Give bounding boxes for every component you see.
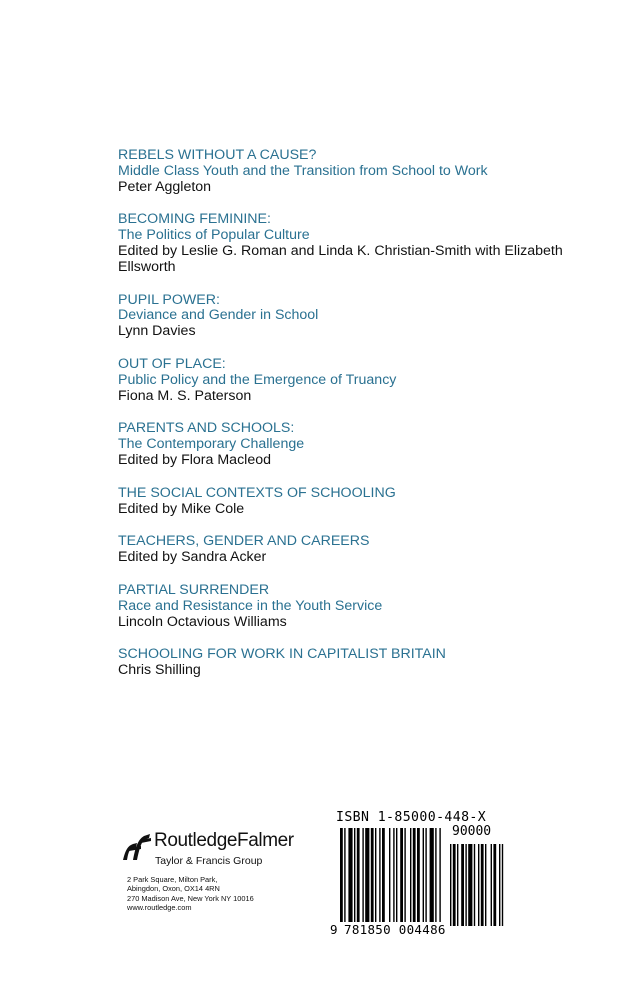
book-authors: Fiona M. S. Paterson bbox=[118, 387, 252, 404]
publisher-block bbox=[117, 826, 317, 936]
book-authors: Lincoln Octavious Williams bbox=[118, 613, 287, 630]
ean-lead-digit: 9 bbox=[330, 922, 338, 937]
book-entry bbox=[118, 486, 598, 518]
isbn-number: ISBN 1-85000-448-X bbox=[336, 810, 487, 825]
series-book-list bbox=[118, 148, 598, 696]
book-entry bbox=[118, 148, 598, 195]
book-authors: Edited by Sandra Acker bbox=[118, 549, 267, 566]
book-entry bbox=[118, 647, 598, 679]
address-line: 270 Madison Ave, New York NY 10016 bbox=[127, 893, 254, 903]
book-title: THE SOCIAL CONTEXTS OF SCHOOLING bbox=[118, 484, 396, 501]
barcode-image bbox=[330, 826, 510, 930]
publisher-group: Taylor & Francis Group bbox=[155, 855, 263, 867]
book-entry bbox=[118, 534, 598, 566]
book-title: OUT OF PLACE: bbox=[118, 355, 226, 372]
book-entry bbox=[118, 293, 598, 340]
book-subtitle: The Politics of Popular Culture bbox=[118, 227, 310, 244]
book-title: PARENTS AND SCHOOLS: bbox=[118, 420, 295, 437]
book-title: TEACHERS, GENDER AND CAREERS bbox=[118, 533, 370, 550]
book-entry bbox=[118, 421, 598, 468]
address-line: Abingdon, Oxon, OX14 4RN bbox=[127, 884, 220, 894]
book-title: PUPIL POWER: bbox=[118, 291, 220, 308]
book-authors: Chris Shilling bbox=[118, 662, 201, 679]
isbn-barcode-block bbox=[330, 810, 510, 940]
book-subtitle: Public Policy and the Emergence of Truancy bbox=[118, 371, 397, 388]
book-entry bbox=[118, 212, 598, 275]
book-title: REBELS WITHOUT A CAUSE? bbox=[118, 147, 317, 163]
book-entry bbox=[118, 583, 598, 630]
publisher-address bbox=[127, 875, 254, 912]
book-title: BECOMING FEMININE: bbox=[118, 211, 271, 228]
routledge-logo-icon bbox=[117, 826, 157, 866]
book-authors: Lynn Davies bbox=[118, 323, 196, 340]
book-subtitle: The Contemporary Challenge bbox=[118, 436, 305, 453]
book-title: PARTIAL SURRENDER bbox=[118, 581, 270, 598]
book-title: SCHOOLING FOR WORK IN CAPITALIST BRITAIN bbox=[118, 646, 446, 663]
ean-main-digits: 781850 004486 bbox=[344, 922, 446, 937]
book-authors: Edited by Flora Macleod bbox=[118, 451, 271, 468]
book-subtitle: Race and Resistance in the Youth Service bbox=[118, 597, 383, 614]
book-authors: Edited by Mike Cole bbox=[118, 500, 245, 517]
book-subtitle: Middle Class Youth and the Transition from School to Work bbox=[118, 162, 488, 179]
book-authors: Peter Aggleton bbox=[118, 178, 212, 195]
book-entry bbox=[118, 357, 598, 404]
book-subtitle: Deviance and Gender in School bbox=[118, 307, 319, 324]
book-authors: Edited by Leslie G. Roman and Linda K. Christian-Smith with Elizabeth Ellsworth bbox=[118, 242, 563, 275]
price-code: 90000 bbox=[452, 824, 492, 839]
publisher-name: RoutledgeFalmer bbox=[154, 830, 294, 851]
address-line: www.routledge.com bbox=[127, 902, 192, 912]
address-line: 2 Park Square, Milton Park, bbox=[127, 875, 218, 884]
